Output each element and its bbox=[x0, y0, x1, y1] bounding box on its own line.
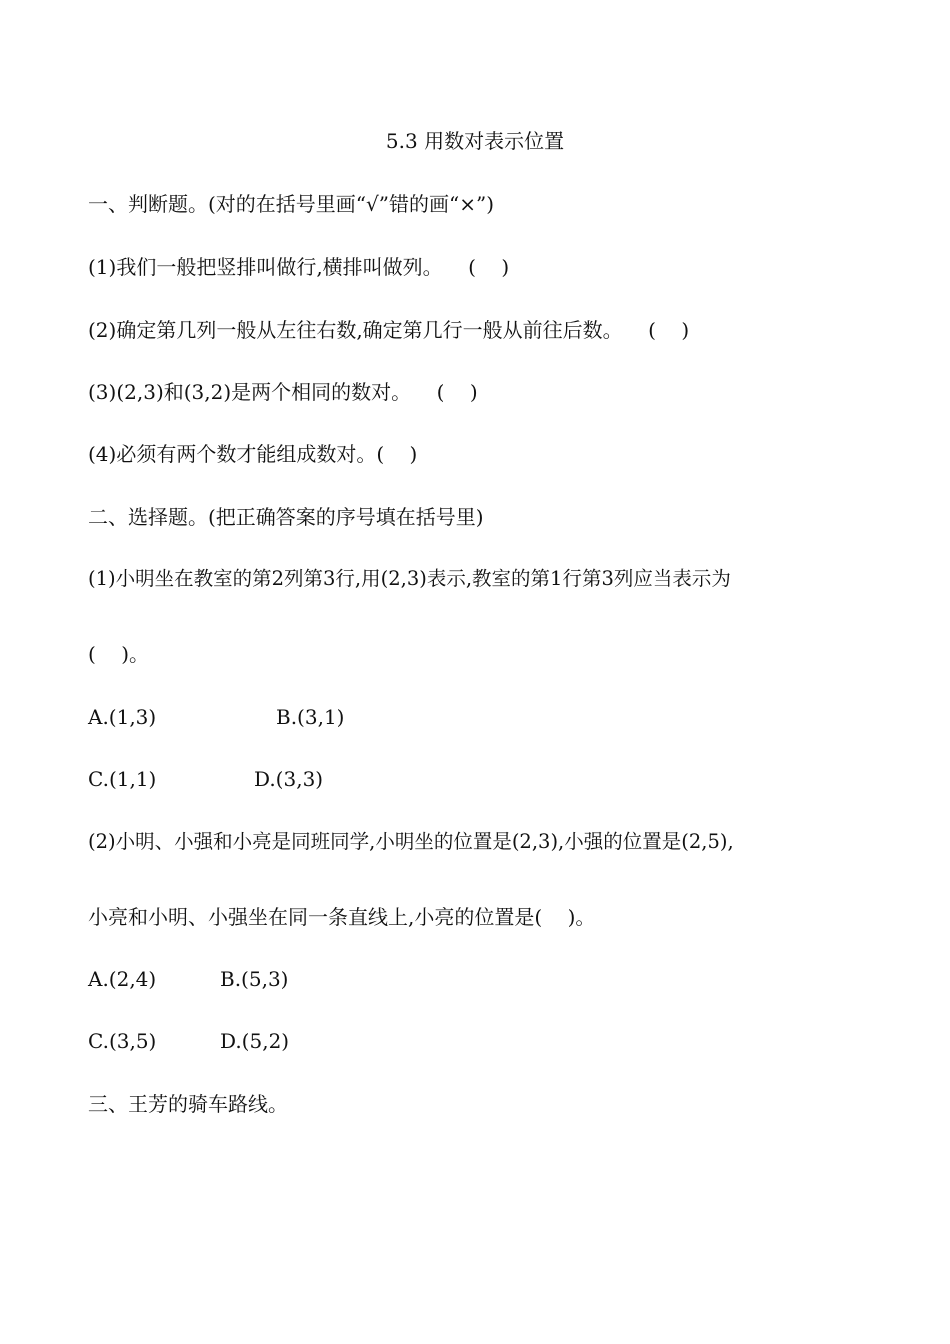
section2-heading: 二、选择题。(把正确答案的序号填在括号里) bbox=[88, 505, 484, 529]
q1-option-b: B.(3,1) bbox=[276, 705, 345, 729]
q2-option-b: B.(5,3) bbox=[220, 967, 289, 991]
q1-option-c: C.(1,1) bbox=[88, 767, 157, 791]
page-title: 5.3 用数对表示位置 bbox=[385, 129, 565, 153]
judge-item-3: (3)(2,3)和(3,2)是两个相同的数对。 ( ) bbox=[88, 380, 478, 404]
judge-item-2: (2)确定第几列一般从左往右数,确定第几行一般从前往后数。 ( ) bbox=[88, 318, 690, 342]
judge-item-4: (4)必须有两个数才能组成数对。( ) bbox=[88, 442, 418, 466]
q1-option-d: D.(3,3) bbox=[254, 767, 324, 791]
choice-q2-line2: 小亮和小明、小强坐在同一条直线上,小亮的位置是( )。 bbox=[88, 905, 596, 929]
choice-q2-line1: (2)小明、小强和小亮是同班同学,小明坐的位置是(2,3),小强的位置是(2,5), bbox=[88, 830, 734, 853]
choice-q1-line1: (1)小明坐在教室的第2列第3行,用(2,3)表示,教室的第1行第3列应当表示为 bbox=[88, 567, 731, 590]
section1-heading: 一、判断题。(对的在括号里画“√”错的画“×”) bbox=[88, 192, 495, 216]
q2-option-c: C.(3,5) bbox=[88, 1029, 157, 1053]
q2-option-d: D.(5,2) bbox=[220, 1029, 290, 1053]
judge-item-1: (1)我们一般把竖排叫做行,横排叫做列。 ( ) bbox=[88, 255, 510, 279]
q1-option-a: A.(1,3) bbox=[88, 705, 157, 729]
section3-heading: 三、王芳的骑车路线。 bbox=[88, 1092, 288, 1116]
choice-q1-line2: ( )。 bbox=[88, 642, 150, 666]
q2-option-a: A.(2,4) bbox=[88, 967, 157, 991]
